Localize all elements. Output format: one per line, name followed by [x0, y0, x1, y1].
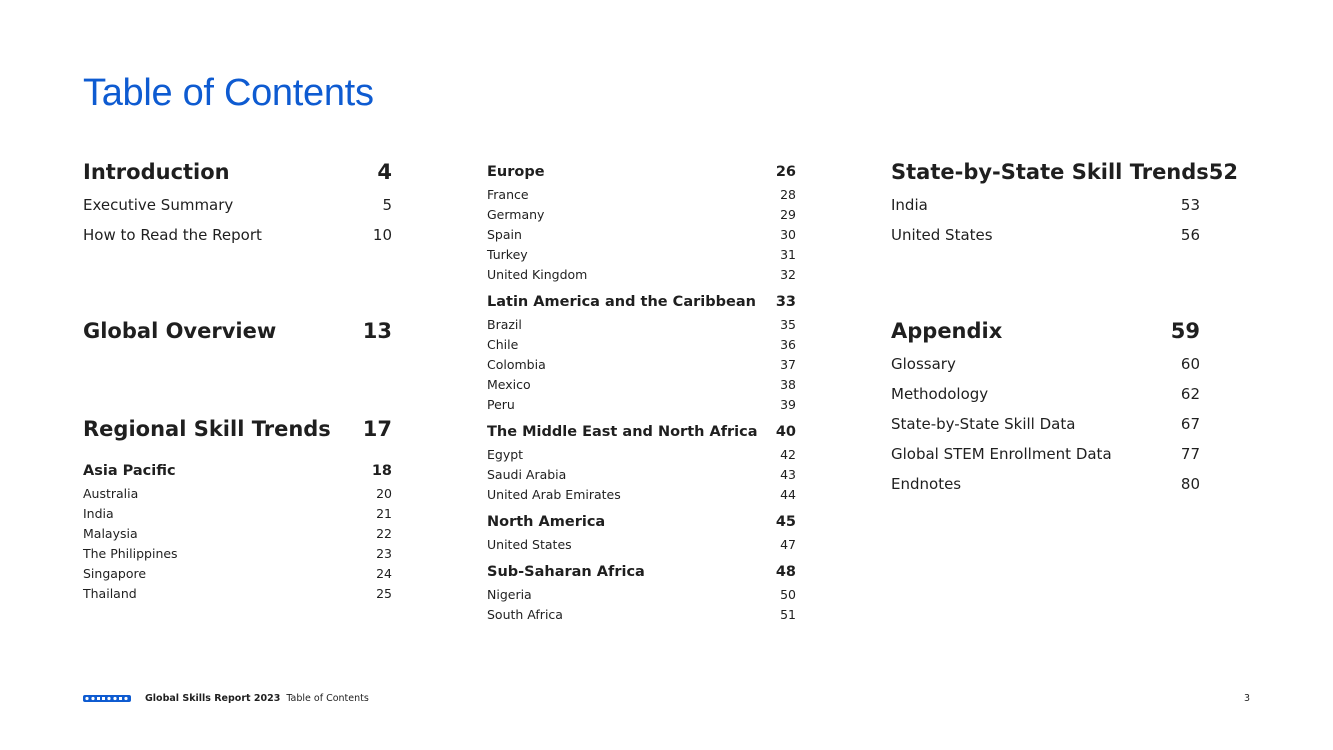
toc-entry[interactable] — [487, 564, 796, 580]
toc-entry-page: 28 — [780, 187, 796, 202]
toc-entry[interactable] — [487, 537, 796, 552]
toc-entry-label: Europe — [487, 164, 545, 180]
toc-entry[interactable] — [83, 546, 392, 561]
toc-entry[interactable] — [83, 226, 392, 244]
toc-entry[interactable] — [487, 317, 796, 332]
toc-entry[interactable] — [487, 357, 796, 372]
toc-entry-page: 60 — [1180, 355, 1200, 373]
toc-entry[interactable] — [83, 486, 392, 501]
toc-entry-label: Malaysia — [83, 526, 138, 541]
toc-entry-label: Australia — [83, 486, 139, 501]
toc-entry[interactable] — [487, 587, 796, 602]
toc-entry-label: Brazil — [487, 317, 522, 332]
toc-entry[interactable] — [891, 475, 1200, 493]
toc-entry-page: 18 — [371, 463, 392, 479]
toc-entry-label: United Arab Emirates — [487, 487, 621, 502]
toc-entry-label: India — [891, 196, 928, 214]
toc-entry-page: 30 — [780, 227, 796, 242]
toc-entry-label: Latin America and the Caribbean — [487, 294, 756, 310]
toc-entry-page: 17 — [362, 417, 392, 441]
toc-entry[interactable] — [891, 226, 1200, 244]
toc-entry-label: India — [83, 506, 114, 521]
toc-entry-label: Turkey — [487, 247, 528, 262]
toc-entry-page: 43 — [780, 467, 796, 482]
toc-entry-label: Introduction — [83, 160, 230, 184]
page-title: Table of Contents — [83, 72, 374, 114]
toc-entry-label: Thailand — [83, 586, 137, 601]
toc-entry-label: Asia Pacific — [83, 463, 176, 479]
toc-entry-page: 37 — [780, 357, 796, 372]
toc-entry-label: Appendix — [891, 319, 1003, 343]
toc-entry[interactable] — [83, 417, 392, 441]
toc-entry-label: Germany — [487, 207, 545, 222]
toc-entry-page: 56 — [1180, 226, 1200, 244]
toc-entry-label: Endnotes — [891, 475, 962, 493]
toc-entry[interactable] — [83, 586, 392, 601]
coursera-logo — [83, 694, 131, 704]
toc-entry[interactable] — [83, 319, 392, 343]
toc-entry-page: 25 — [376, 586, 392, 601]
toc-entry-page: 24 — [376, 566, 392, 581]
toc-entry-label: Spain — [487, 227, 522, 242]
toc-entry[interactable] — [487, 164, 796, 180]
toc-entry[interactable] — [487, 187, 796, 202]
toc-entry[interactable] — [891, 160, 1239, 184]
toc-entry-page: 39 — [780, 397, 796, 412]
toc-entry-label: Regional Skill Trends — [83, 417, 331, 441]
toc-entry[interactable] — [891, 355, 1200, 373]
toc-entry-label: Saudi Arabia — [487, 467, 567, 482]
toc-entry[interactable] — [487, 514, 796, 530]
toc-entry-page: 20 — [376, 486, 392, 501]
toc-entry[interactable] — [487, 294, 796, 310]
toc-entry-page: 21 — [376, 506, 392, 521]
toc-entry-page: 22 — [376, 526, 392, 541]
toc-entry-page: 62 — [1180, 385, 1200, 403]
toc-entry-label: The Philippines — [83, 546, 178, 561]
toc-entry[interactable] — [83, 566, 392, 581]
toc-entry-label: State-by-State Skill Trends — [891, 160, 1209, 184]
toc-entry-page: 80 — [1180, 475, 1200, 493]
toc-entry-label: Global STEM Enrollment Data — [891, 445, 1112, 463]
toc-entry-page: 13 — [362, 319, 392, 343]
toc-entry-label: Nigeria — [487, 587, 532, 602]
toc-entry-page: 53 — [1180, 196, 1200, 214]
toc-entry[interactable] — [487, 487, 796, 502]
toc-entry[interactable] — [891, 385, 1200, 403]
toc-entry-page: 23 — [376, 546, 392, 561]
toc-entry[interactable] — [487, 247, 796, 262]
toc-entry-label: United Kingdom — [487, 267, 588, 282]
toc-entry-label: North America — [487, 514, 606, 530]
toc-entry[interactable] — [83, 160, 392, 184]
footer-caption — [145, 693, 369, 704]
toc-entry-page: 38 — [780, 377, 796, 392]
toc-entry[interactable] — [487, 467, 796, 482]
toc-entry[interactable] — [891, 196, 1200, 214]
toc-entry-label: United States — [487, 537, 572, 552]
toc-entry[interactable] — [487, 424, 796, 440]
toc-entry-label: Egypt — [487, 447, 524, 462]
toc-entry-page: 51 — [780, 607, 796, 622]
toc-entry[interactable] — [83, 196, 392, 214]
toc-entry[interactable] — [487, 207, 796, 222]
toc-entry-page: 31 — [780, 247, 796, 262]
toc-entry-label: Mexico — [487, 377, 531, 392]
toc-entry-label: How to Read the Report — [83, 226, 262, 244]
toc-entry[interactable] — [487, 377, 796, 392]
toc-entry[interactable] — [487, 447, 796, 462]
toc-entry-label: Sub-Saharan Africa — [487, 564, 645, 580]
toc-entry-page: 4 — [377, 160, 392, 184]
toc-entry-page: 52 — [1208, 160, 1239, 184]
toc-entry-label: Singapore — [83, 566, 147, 581]
toc-entry-page: 42 — [780, 447, 796, 462]
toc-entry-label: Global Overview — [83, 319, 277, 343]
toc-entry-page: 67 — [1180, 415, 1200, 433]
toc-entry[interactable] — [487, 267, 796, 282]
toc-entry-label: United States — [891, 226, 993, 244]
toc-entry-page: 35 — [780, 317, 796, 332]
toc-entry-page: 48 — [775, 564, 796, 580]
toc-entry-label: Chile — [487, 337, 519, 352]
toc-entry-page: 44 — [780, 487, 796, 502]
toc-entry-label: The Middle East and North Africa — [487, 424, 758, 440]
toc-entry[interactable] — [487, 607, 796, 622]
toc-entry-label: Glossary — [891, 355, 956, 373]
toc-entry-page: 77 — [1180, 445, 1200, 463]
toc-entry[interactable] — [891, 445, 1200, 463]
toc-entry-page: 59 — [1170, 319, 1200, 343]
toc-entry-page: 36 — [780, 337, 796, 352]
toc-entry-label: Methodology — [891, 385, 989, 403]
toc-entry-label: Colombia — [487, 357, 546, 372]
toc-entry-page: 32 — [780, 267, 796, 282]
toc-entry-label: Peru — [487, 397, 515, 412]
toc-entry-page: 33 — [775, 294, 796, 310]
toc-entry-page: 50 — [780, 587, 796, 602]
toc-entry-label: South Africa — [487, 607, 563, 622]
toc-entry[interactable] — [83, 526, 392, 541]
page-number: 3 — [1243, 693, 1250, 704]
toc-entry-page: 26 — [775, 164, 796, 180]
toc-entry-page: 5 — [382, 196, 392, 214]
toc-entry[interactable] — [487, 227, 796, 242]
toc-entry-page: 10 — [372, 226, 392, 244]
toc-entry-page: 45 — [775, 514, 796, 530]
toc-entry[interactable] — [83, 506, 392, 521]
toc-entry[interactable] — [891, 319, 1200, 343]
toc-entry-page: 29 — [780, 207, 796, 222]
report-name: Global Skills Report 2023 — [145, 693, 281, 704]
toc-entry[interactable] — [487, 397, 796, 412]
toc-entry[interactable] — [891, 415, 1200, 433]
toc-entry-label: France — [487, 187, 529, 202]
toc-entry-label: Executive Summary — [83, 196, 234, 214]
toc-entry[interactable] — [487, 337, 796, 352]
toc-entry-page: 47 — [780, 537, 796, 552]
toc-entry[interactable] — [83, 463, 392, 479]
toc-entry-page: 40 — [775, 424, 796, 440]
toc-entry-label: State-by-State Skill Data — [891, 415, 1076, 433]
section-name: Table of Contents — [286, 693, 369, 704]
